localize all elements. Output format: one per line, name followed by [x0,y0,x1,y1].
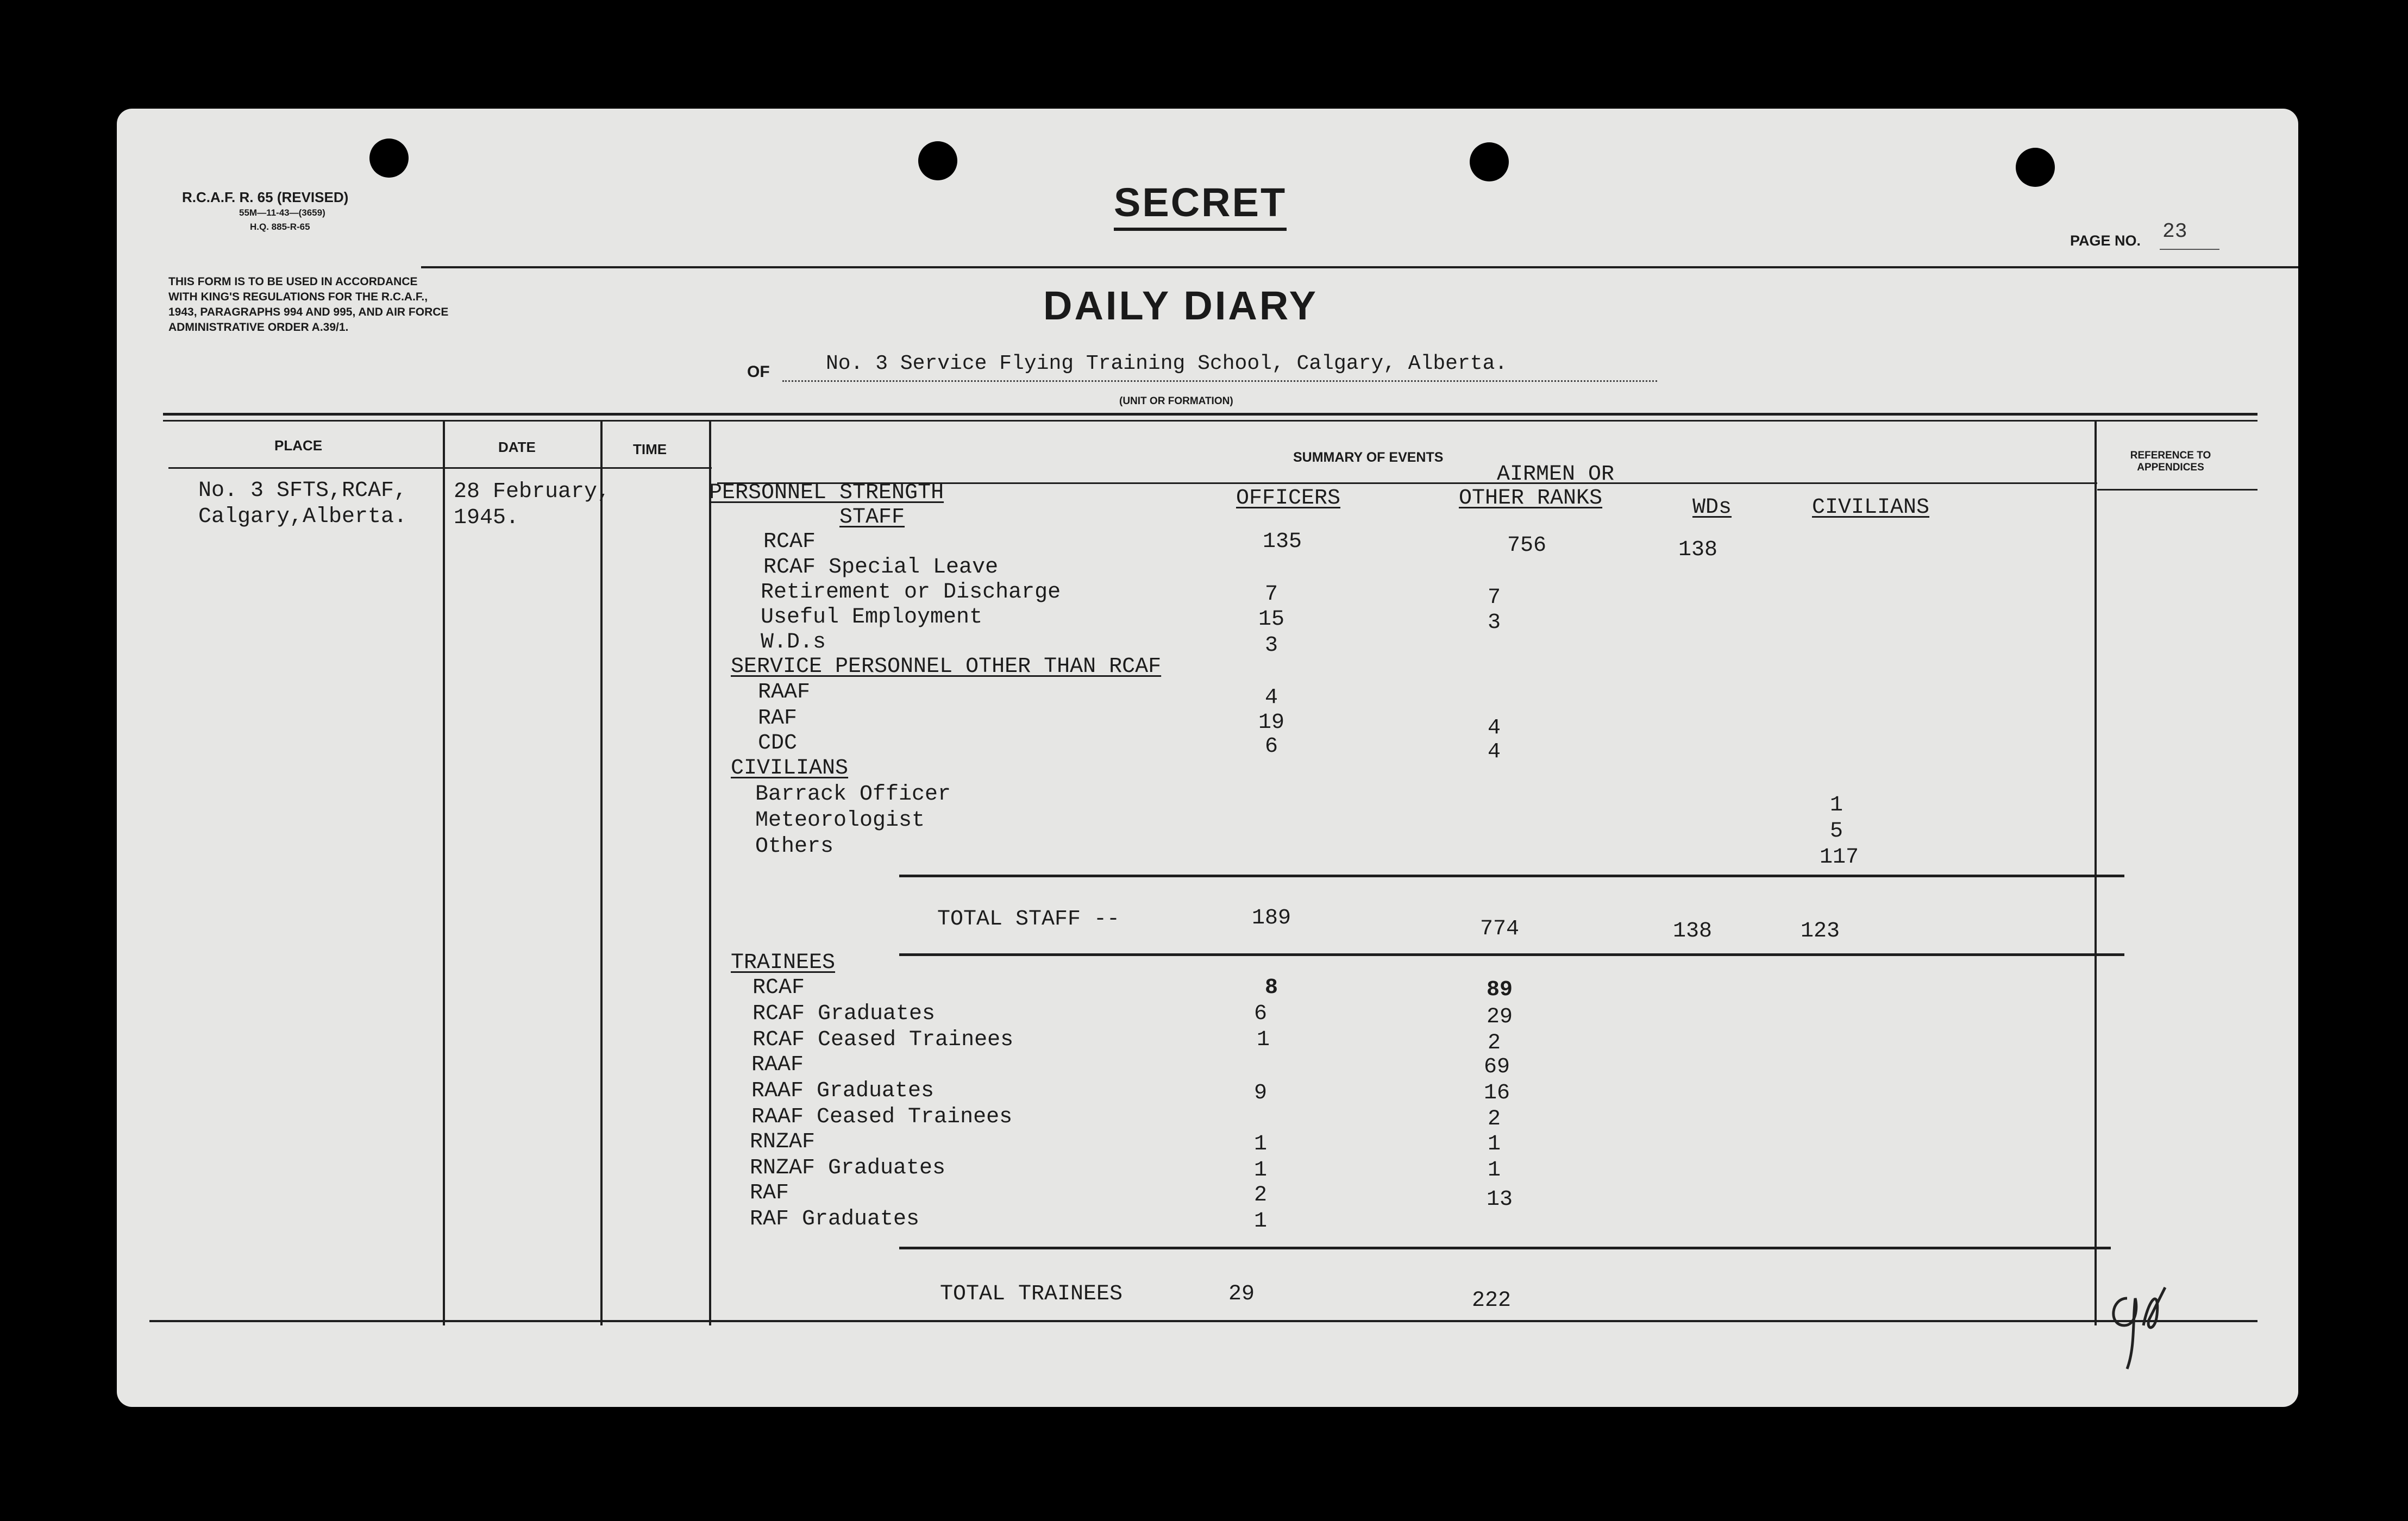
service-personnel-heading: SERVICE PERSONNEL OTHER THAN RCAF [731,655,1162,679]
row-label: RCAF [752,976,805,1000]
handwritten-initials [2105,1266,2187,1374]
col-header-place: PLACE [274,437,323,454]
total-staff-officers: 189 [1251,906,1291,931]
row-label: Retirement or Discharge [761,580,1061,605]
row-label: Barrack Officer [755,782,951,807]
place-line: No. 3 SFTS,RCAF, [198,479,407,503]
divider-place-date [443,421,445,1325]
page-number: 23 [2162,220,2187,243]
page-number-underline [2160,249,2219,250]
civilians-value: 1 [1829,793,1843,818]
row-label: RAAF Graduates [751,1079,935,1103]
page-label: PAGE NO. [2070,232,2141,249]
officers-value: 4 [1264,686,1278,710]
row-label: RNZAF Graduates [750,1156,946,1180]
officers-value: 19 [1258,711,1284,735]
row-label: RCAF Ceased Trainees [752,1028,1014,1052]
form-id: R.C.A.F. R. 65 (REVISED) [182,189,349,205]
officers-value: 1 [1253,1209,1267,1234]
airmen-value: 1 [1487,1158,1501,1183]
total-trainees-rule [899,1247,2111,1249]
row-label: RAAF [758,680,811,705]
airmen-header-line: AIRMEN OR [1497,462,1615,487]
divider-summary-reference [2095,421,2097,1325]
col-header-date: DATE [498,439,536,455]
airmen-value: 4 [1487,716,1501,740]
officers-value: 3 [1264,633,1278,658]
staff-subheading: STAFF [839,505,905,530]
airmen-value: 16 [1483,1081,1510,1105]
date-line: 28 February, [454,480,611,504]
airmen-value: 89 [1486,978,1513,1002]
officers-value: 1 [1256,1028,1270,1052]
row-label: CDC [758,731,798,756]
trainees-heading: TRAINEES [731,951,836,975]
civilians-heading: CIVILIANS [731,756,849,781]
civilians-header: CIVILIANS [1812,495,1930,520]
total-staff-rule-bottom [899,953,2124,956]
row-label: RAF [750,1181,789,1205]
airmen-value: 29 [1486,1005,1513,1029]
header-rule [421,266,2298,268]
total-trainees-airmen: 222 [1471,1289,1511,1313]
officers-value: 7 [1264,582,1278,607]
total-staff-rule-top [899,875,2124,877]
header-bottom-rule-reference [2097,489,2258,491]
airmen-value: 13 [1486,1187,1513,1212]
classification-stamp: SECRET [1114,179,1287,231]
airmen-header-line: OTHER RANKS [1459,486,1603,511]
total-trainees-label: TOTAL TRAINEES [940,1282,1123,1306]
total-staff-label: TOTAL STAFF -- [937,907,1120,932]
punch-hole [918,141,957,180]
total-staff-wds: 138 [1672,919,1712,944]
form-instructions [168,274,448,335]
airmen-value: 7 [1487,586,1501,610]
header-bottom-rule-left [168,467,712,469]
row-label: RCAF Special Leave [763,555,999,580]
officers-value: 6 [1264,734,1278,759]
airmen-value: 2 [1487,1031,1501,1055]
total-staff-civilians: 123 [1800,919,1840,944]
officers-value: 15 [1258,607,1284,632]
wds-header: WDs [1692,495,1732,520]
civilians-value: 5 [1829,819,1843,844]
row-label: RCAF Graduates [752,1002,936,1026]
row-label: Meteorologist [755,808,925,833]
total-trainees-officers: 29 [1228,1282,1255,1306]
instruction-line: ADMINISTRATIVE ORDER A.39/1. [168,321,349,334]
row-label: RCAF [763,530,816,554]
diary-title: DAILY DIARY [1043,283,1318,328]
airmen-value: 69 [1483,1055,1510,1079]
print-code: 55M—11-43—(3659) [239,208,325,218]
entry-date [454,479,610,531]
date-line: 1945. [454,506,519,530]
civilians-value: 117 [1819,845,1859,870]
officers-value: 1 [1253,1132,1267,1157]
airmen-value: 2 [1487,1107,1501,1132]
officers-value: 1 [1253,1158,1267,1183]
divider-time-summary [709,421,711,1325]
airmen-value: 3 [1487,611,1501,635]
officers-value: 6 [1253,1002,1267,1026]
unit-dotted-line [782,380,1657,382]
row-label: RNZAF [750,1130,816,1154]
col-header-reference [2100,450,2241,474]
unit-caption: (UNIT OR FORMATION) [1119,395,1233,407]
of-label: OF [747,363,770,381]
instruction-line: 1943, PARAGRAPHS 994 AND 995, AND AIR FORCE [168,306,449,318]
unit-name: No. 3 Service Flying Training School, Calgary, Alberta. [826,352,1508,375]
place-line: Calgary,Alberta. [198,505,407,529]
entry-place [198,478,407,530]
reference-line: APPENDICES [2137,462,2204,473]
airmen-header [1459,463,1614,511]
airmen-value: 756 [1507,533,1546,558]
punch-hole [1470,142,1509,181]
row-label: RAAF [751,1053,804,1077]
airmen-value: 1 [1487,1132,1501,1157]
officers-value: 9 [1253,1081,1267,1105]
officers-header: OFFICERS [1236,486,1341,511]
row-label: W.D.s [761,630,826,655]
instruction-line: THIS FORM IS TO BE USED IN ACCORDANCE [168,275,418,288]
personnel-strength-heading: PERSONNEL STRENGTH [709,481,944,505]
row-label: Useful Employment [761,605,983,630]
punch-hole [369,139,409,178]
row-label: RAF Graduates [750,1207,920,1231]
total-staff-airmen: 774 [1479,917,1519,941]
row-label: RAF [758,706,798,731]
table-top-rule [163,413,2258,416]
instruction-line: WITH KING'S REGULATIONS FOR THE R.C.A.F., [168,291,428,303]
officers-value: 2 [1253,1183,1267,1208]
hq-code: H.Q. 885-R-65 [250,222,310,232]
airmen-value: 4 [1487,740,1501,764]
table-top-rule-2 [163,420,2258,422]
col-header-time: TIME [633,441,667,457]
diary-sheet [117,109,2298,1407]
officers-value: 135 [1262,530,1302,554]
col-header-summary: SUMMARY OF EVENTS [1293,450,1444,465]
row-label: Others [755,834,834,859]
divider-date-time [600,421,603,1325]
punch-hole [2016,148,2055,187]
wds-value: 138 [1678,538,1717,562]
officers-value: 8 [1264,976,1278,1000]
table-bottom-rule [149,1320,2258,1322]
row-label: RAAF Ceased Trainees [751,1105,1013,1129]
reference-line: REFERENCE TO [2130,450,2211,461]
